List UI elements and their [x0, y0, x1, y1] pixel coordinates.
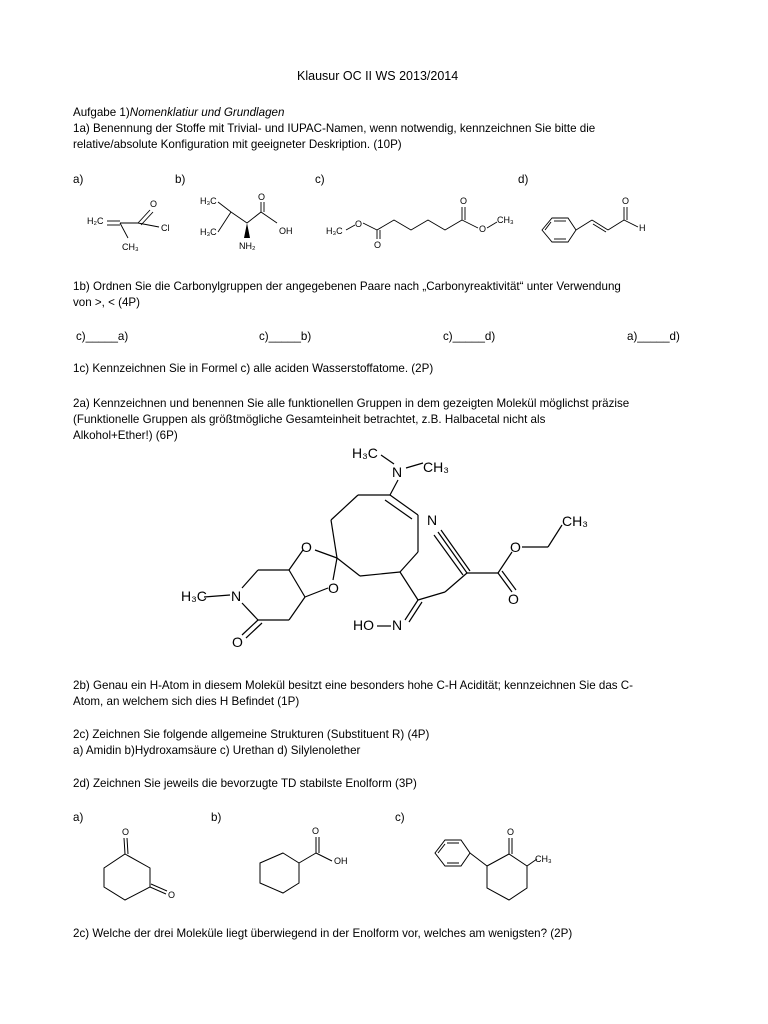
- mol-d-h-label: H: [639, 223, 646, 233]
- mol-a-ch3-label: CH₃: [122, 242, 139, 252]
- big-o-ester-label: O: [510, 539, 521, 555]
- big-n-ring-label: N: [231, 588, 242, 604]
- enol-a-o1-label: O: [122, 827, 130, 837]
- enol-molecule-c-structure: [425, 820, 575, 910]
- label-1a-a: a): [73, 173, 84, 186]
- question-2c-final: 2c) Welche der drei Moleküle liegt überwiegend in der Enolform vor, welches am wenigsten? (2P): [73, 927, 573, 940]
- molecule-d-structure: [532, 190, 662, 260]
- mol-c-o1-label: O: [355, 219, 363, 229]
- pair-1: c)_____a): [76, 330, 129, 343]
- question-1b-line1: 1b) Ordnen Sie die Carbonylgruppen der angegebenen Paare nach „Carbonyreaktivität“ unter Verwendung: [73, 280, 621, 293]
- mol-b-h3c-bottom-label: H₃C: [200, 227, 217, 237]
- big-h3c-top-label: H₃C: [352, 445, 378, 461]
- label-1a-d: d): [518, 173, 529, 186]
- question-2b-line1: 2b) Genau ein H-Atom in diesem Molekül besitzt eine besonders hohe C-H Acidität; kennzeichnen Sie das C-: [73, 679, 634, 692]
- question-1a-line1: 1a) Benennung der Stoffe mit Trivial- und IUPAC-Namen, wenn notwendig, kennzeichnen Sie bitte die: [73, 122, 596, 135]
- mol-d-o-label: O: [622, 196, 630, 206]
- question-2c-line1: 2c) Zeichnen Sie folgende allgemeine Strukturen (Substituent R) (4P): [73, 728, 430, 741]
- mol-c-h3c-label: H₃C: [326, 226, 343, 236]
- question-2a-line3: Alkohol+Ether!) (6P): [73, 429, 178, 442]
- question-2c-line2: a) Amidin b)Hydroxamsäure c) Urethan d) Silylenolether: [73, 744, 361, 757]
- mol-a-o-label: O: [150, 199, 158, 209]
- enol-molecule-b-structure: [250, 820, 360, 910]
- big-n-nitrile-label: N: [427, 512, 438, 528]
- question-1a-line2: relative/absolute Konfiguration mit geeigneter Deskription. (10P): [73, 138, 402, 151]
- pair-3: c)_____d): [443, 330, 496, 343]
- label-1a-c: c): [315, 173, 325, 186]
- question-1c: 1c) Kennzeichnen Sie in Formel c) alle aciden Wasserstoffatome. (2P): [73, 362, 434, 375]
- enol-c-ch3-label: CH₃: [535, 854, 552, 864]
- mol-b-nh2-label: NH₂: [239, 241, 256, 251]
- big-o-ring-bottom-label: O: [328, 580, 339, 596]
- pair-2: c)_____b): [259, 330, 312, 343]
- task-1-prefix: Aufgabe 1): [73, 106, 130, 119]
- label-2d-c: c): [395, 811, 405, 824]
- mol-b-h3c-top-label: H₃C: [200, 196, 217, 206]
- big-o-carbonyl-label: O: [508, 591, 519, 607]
- page-title: Klausur OC II WS 2013/2014: [297, 69, 459, 83]
- enol-molecule-a-structure: [90, 820, 200, 910]
- large-molecule-structure: [170, 440, 600, 660]
- big-ch3-ethyl-label: CH₃: [562, 513, 588, 529]
- mol-b-oh-label: OH: [279, 226, 293, 236]
- molecule-a-structure: [80, 190, 190, 265]
- big-ho-label: HO: [353, 617, 374, 633]
- pair-4: a)_____d): [627, 330, 680, 343]
- task-1-topic: Nomenklatiur und Grundlagen: [129, 106, 285, 119]
- mol-c-o2-label: O: [374, 240, 382, 250]
- question-1b-line2: von >, < (4P): [73, 296, 141, 309]
- big-ch3-top-label: CH₃: [423, 459, 449, 475]
- mol-b-o-label: O: [258, 192, 266, 202]
- mol-a-cl-label: Cl: [161, 223, 170, 233]
- mol-a-h2c-label: H₂C: [87, 216, 104, 226]
- enol-b-oh-label: OH: [334, 856, 348, 866]
- label-1a-b: b): [175, 173, 186, 186]
- big-n-top-label: N: [392, 464, 403, 480]
- big-o-lactam-label: O: [232, 634, 243, 650]
- question-2a-line2: (Funktionelle Gruppen als größtmögliche Gesamteinheit betrachtet, z.B. Halbacetal nicht als: [73, 413, 546, 426]
- big-n-oxime-label: N: [392, 617, 403, 633]
- molecule-b-structure: [195, 190, 305, 265]
- question-2d: 2d) Zeichnen Sie jeweils die bevorzugte TD stabilste Enolform (3P): [73, 777, 417, 790]
- task-1-heading: [73, 105, 284, 120]
- question-2b-line2: Atom, an welchem sich dies H Befindet (1P): [73, 695, 300, 708]
- big-h3c-left-label: H₃C: [181, 588, 207, 604]
- mol-c-ch3-label: CH₃: [497, 215, 514, 225]
- enol-c-o-label: O: [507, 827, 515, 837]
- enol-b-o-label: O: [312, 826, 320, 836]
- mol-c-o3-label: O: [460, 196, 468, 206]
- label-2d-a: a): [73, 811, 84, 824]
- mol-c-o4-label: O: [479, 224, 487, 234]
- label-2d-b: b): [211, 811, 222, 824]
- big-o-ring-top-label: O: [301, 539, 312, 555]
- molecule-c-structure: [322, 190, 522, 260]
- question-2a-line1: 2a) Kennzeichnen und benennen Sie alle funktionellen Gruppen in dem gezeigten Molekül möglichst präzise: [73, 397, 630, 410]
- enol-a-o2-label: O: [168, 890, 176, 900]
